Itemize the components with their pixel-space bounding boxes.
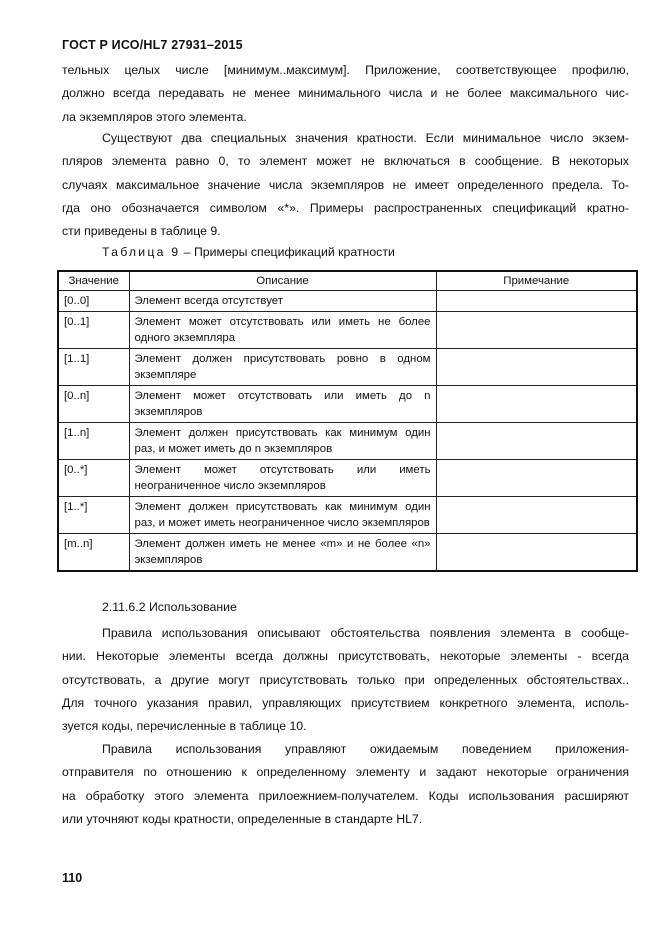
text-line: ла экземпляров этого элемента. — [62, 109, 247, 124]
table-row — [58, 423, 637, 460]
cell-description: Элемент всегда отсутствует — [129, 291, 436, 312]
text-line: Правила использования управляют ожидаемым поведением приложения- — [102, 742, 629, 756]
cell-note — [436, 312, 637, 349]
text-line: Для точного указания правил, управляющих присутствием конкретного элемента, исполь- — [62, 695, 629, 710]
text-line: зуется коды, перечисленные в таблице 10. — [62, 719, 307, 734]
table-row — [58, 291, 637, 312]
cell-note — [436, 460, 637, 497]
table-row — [58, 349, 637, 386]
table-row — [58, 312, 637, 349]
paragraph-usage-behavior — [62, 738, 629, 831]
document-header: ГОСТ Р ИСО/HL7 27931–2015 — [62, 38, 243, 52]
cell-description: Элемент может отсутствовать или иметь не более одного экземпляра — [129, 312, 436, 349]
paragraph-usage-rules — [62, 622, 629, 738]
text-line: на обработку этого элемента прилоежнием-получателем. Коды использования расширяют — [62, 788, 629, 803]
text-line: отправителя по отношению к определенному элементу и задают некоторые ограничения — [62, 765, 629, 780]
text-line: случаях максимальное значение числа экземпляров не имеет определенного предела. То- — [62, 177, 629, 192]
cell-value: [0..1] — [58, 312, 129, 349]
cell-description: Элемент должен присутствовать ровно в одном экземпляре — [129, 349, 436, 386]
table-caption-text: – Примеры спецификаций кратности — [180, 245, 395, 259]
cell-note — [436, 423, 637, 460]
cell-note — [436, 349, 637, 386]
cell-note — [436, 386, 637, 423]
cell-description: Элемент должен присутствовать как минимум один раз, и может иметь до n экземпляров — [129, 423, 436, 460]
column-header-note: Примечание — [436, 271, 637, 291]
cell-description: Элемент должен иметь не менее «m» и не более «n» экземпляров — [129, 534, 436, 572]
table-row — [58, 497, 637, 534]
column-header-value: Значение — [58, 271, 129, 291]
cell-value: [0..*] — [58, 460, 129, 497]
cell-note — [436, 291, 637, 312]
table-row — [58, 534, 637, 572]
table-row — [58, 460, 637, 497]
table-caption — [102, 245, 395, 259]
text-line: должно всегда передавать не менее минимального числа и не более максимального чис- — [62, 86, 629, 101]
text-line: Правила использования описывают обстоятельства появления элемента в сообще- — [102, 626, 629, 640]
text-line: отсутствовать, а другие могут присутствовать только при определенных обстоятельствах.. — [62, 672, 629, 687]
cell-description: Элемент должен присутствовать как минимум один раз, и может иметь неограниченное число экземпляров — [129, 497, 436, 534]
column-header-description: Описание — [129, 271, 436, 291]
cell-note — [436, 497, 637, 534]
text-line: или уточняют коды кратности, определенные в стандарте HL7. — [62, 811, 423, 826]
multiplicity-table — [57, 270, 638, 572]
section-heading: 2.11.6.2 Использование — [102, 600, 237, 614]
paragraph-special-values — [62, 127, 629, 243]
text-line: нии. Некоторые элементы всегда должны присутствовать, некоторые элементы - всегда — [62, 649, 629, 664]
cell-value: [1..1] — [58, 349, 129, 386]
cell-value: [m..n] — [58, 534, 129, 572]
table-caption-label: Таблица 9 — [102, 245, 181, 259]
text-line: пляров элемента равно 0, то элемент может не включаться в сообщение. В некоторых — [62, 154, 629, 169]
cell-description: Элемент может отсутствовать или иметь до n экземпляров — [129, 386, 436, 423]
paragraph-intro — [62, 59, 629, 129]
text-line: гда оно обозначается символом «*». Примеры распространенных спецификаций кратно- — [62, 200, 629, 215]
cell-description: Элемент может отсутствовать или иметь неограниченное число экземпляров — [129, 460, 436, 497]
text-line: сти приведены в таблице 9. — [62, 224, 221, 239]
text-line: тельных целых числе [минимум..максимум]. Приложение, соответствующее профилю, — [62, 63, 629, 77]
cell-value: [0..n] — [58, 386, 129, 423]
cell-value: [1..*] — [58, 497, 129, 534]
cell-note — [436, 534, 637, 572]
table-row — [58, 386, 637, 423]
table-header-row — [58, 271, 637, 291]
cell-value: [1..n] — [58, 423, 129, 460]
page-number: 110 — [62, 871, 83, 885]
cell-value: [0..0] — [58, 291, 129, 312]
text-line: Существуют два специальных значения кратности. Если минимальное число экзем- — [102, 131, 629, 145]
